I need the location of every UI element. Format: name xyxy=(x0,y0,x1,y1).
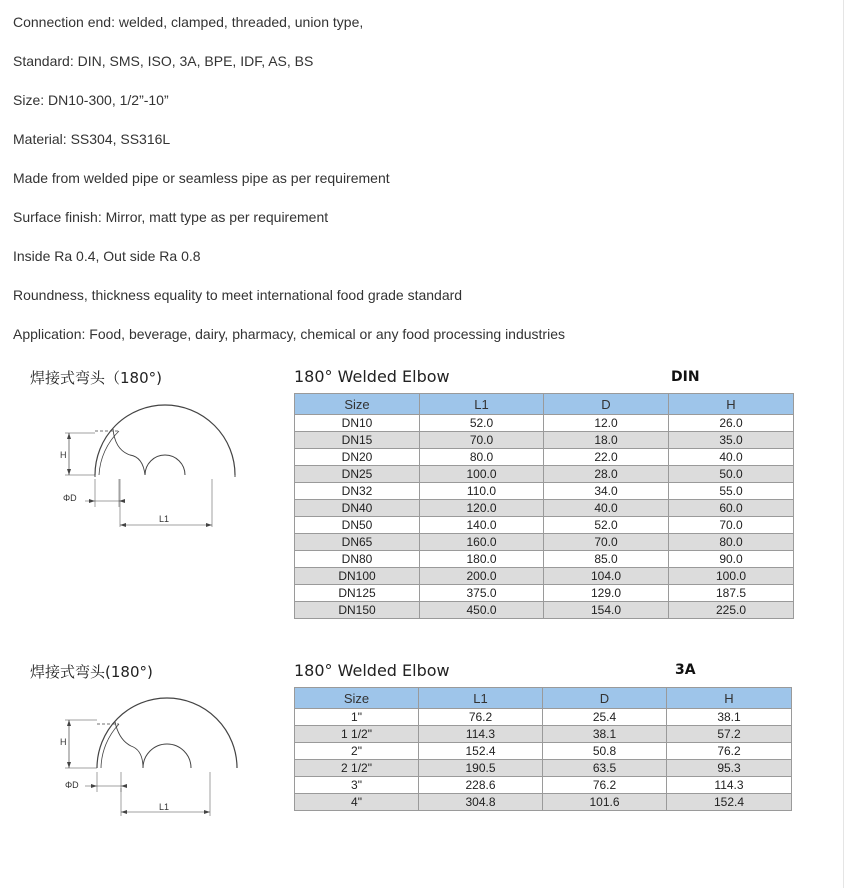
cell-h: 225.0 xyxy=(669,602,794,619)
spec-size: Size: DN10-300, 1/2”-10” xyxy=(13,92,169,108)
table-header-row xyxy=(295,394,794,415)
table-row xyxy=(295,760,792,777)
cell-h: 95.3 xyxy=(667,760,792,777)
table-row xyxy=(295,517,794,534)
cell-h: 80.0 xyxy=(669,534,794,551)
threea-h-label: H xyxy=(60,737,67,747)
table-row xyxy=(295,726,792,743)
spec-standard: Standard: DIN, SMS, ISO, 3A, BPE, IDF, AS, BS xyxy=(13,53,314,69)
table-row xyxy=(295,432,794,449)
table-row xyxy=(295,709,792,726)
cell-size: DN20 xyxy=(295,449,420,466)
table-row xyxy=(295,483,794,500)
cell-d: 34.0 xyxy=(544,483,669,500)
header-h: H xyxy=(667,688,792,709)
cell-l1: 52.0 xyxy=(420,415,544,432)
cell-size: DN10 xyxy=(295,415,420,432)
table-row xyxy=(295,585,794,602)
table-row xyxy=(295,777,792,794)
cell-size: DN25 xyxy=(295,466,420,483)
cell-l1: 228.6 xyxy=(419,777,543,794)
din-d-label: ΦD xyxy=(63,493,77,503)
table-row xyxy=(295,415,794,432)
spec-material: Material: SS304, SS316L xyxy=(13,131,171,147)
threea-l1-label: L1 xyxy=(159,802,170,812)
cell-size: 2 1/2" xyxy=(295,760,419,777)
cell-size: 3" xyxy=(295,777,419,794)
cell-l1: 450.0 xyxy=(420,602,544,619)
cell-size: DN32 xyxy=(295,483,420,500)
table-row xyxy=(295,551,794,568)
cell-d: 52.0 xyxy=(544,517,669,534)
cell-l1: 70.0 xyxy=(420,432,544,449)
cell-h: 70.0 xyxy=(669,517,794,534)
table-row xyxy=(295,743,792,760)
cell-size: DN65 xyxy=(295,534,420,551)
cell-l1: 200.0 xyxy=(420,568,544,585)
cell-h: 57.2 xyxy=(667,726,792,743)
cell-d: 85.0 xyxy=(544,551,669,568)
cell-size: 4" xyxy=(295,794,419,811)
threea-standard-label: 3A xyxy=(675,662,696,678)
cell-l1: 114.3 xyxy=(419,726,543,743)
cell-l1: 160.0 xyxy=(420,534,544,551)
cell-size: DN150 xyxy=(295,602,420,619)
din-elbow-drawing xyxy=(55,395,245,535)
header-d: D xyxy=(543,688,667,709)
spec-surface-finish: Surface finish: Mirror, matt type as per requirement xyxy=(13,209,329,225)
cell-h: 35.0 xyxy=(669,432,794,449)
cell-h: 90.0 xyxy=(669,551,794,568)
cell-h: 26.0 xyxy=(669,415,794,432)
cell-l1: 180.0 xyxy=(420,551,544,568)
header-size: Size xyxy=(295,394,420,415)
cell-size: DN40 xyxy=(295,500,420,517)
cell-h: 114.3 xyxy=(667,777,792,794)
din-table-title: 180° Welded Elbow xyxy=(294,367,450,386)
header-h: H xyxy=(669,394,794,415)
cell-d: 28.0 xyxy=(544,466,669,483)
cell-d: 129.0 xyxy=(544,585,669,602)
cell-h: 187.5 xyxy=(669,585,794,602)
page-edge-rule xyxy=(843,0,844,888)
din-cn-title: 焊接式弯头（180°) xyxy=(30,369,162,387)
cell-l1: 80.0 xyxy=(420,449,544,466)
cell-l1: 190.5 xyxy=(419,760,543,777)
cell-size: 2" xyxy=(295,743,419,760)
spec-roughness: Inside Ra 0.4, Out side Ra 0.8 xyxy=(13,248,201,264)
cell-d: 12.0 xyxy=(544,415,669,432)
cell-d: 22.0 xyxy=(544,449,669,466)
din-h-label: H xyxy=(60,450,67,460)
cell-size: DN50 xyxy=(295,517,420,534)
threea-d-label: ΦD xyxy=(65,780,79,790)
cell-h: 152.4 xyxy=(667,794,792,811)
din-standard-label: DIN xyxy=(671,369,700,385)
cell-h: 50.0 xyxy=(669,466,794,483)
table-row xyxy=(295,534,794,551)
cell-h: 76.2 xyxy=(667,743,792,760)
threea-table-title: 180° Welded Elbow xyxy=(294,661,450,680)
header-l1: L1 xyxy=(419,688,543,709)
table-row xyxy=(295,794,792,811)
cell-l1: 120.0 xyxy=(420,500,544,517)
cell-d: 50.8 xyxy=(543,743,667,760)
cell-l1: 152.4 xyxy=(419,743,543,760)
cell-h: 40.0 xyxy=(669,449,794,466)
header-size: Size xyxy=(295,688,419,709)
spec-roundness: Roundness, thickness equality to meet international food grade standard xyxy=(13,287,463,303)
cell-h: 55.0 xyxy=(669,483,794,500)
table-row xyxy=(295,466,794,483)
threea-elbow-drawing xyxy=(55,688,245,823)
cell-size: DN100 xyxy=(295,568,420,585)
cell-d: 101.6 xyxy=(543,794,667,811)
threea-cn-title: 焊接式弯头(180°) xyxy=(30,663,153,681)
table-row xyxy=(295,568,794,585)
threea-dimension-table xyxy=(294,687,792,811)
table-row xyxy=(295,602,794,619)
cell-l1: 76.2 xyxy=(419,709,543,726)
header-d: D xyxy=(544,394,669,415)
cell-size: 1 1/2" xyxy=(295,726,419,743)
spec-application: Application: Food, beverage, dairy, pharmacy, chemical or any food processing industries xyxy=(13,326,565,342)
cell-d: 63.5 xyxy=(543,760,667,777)
cell-d: 70.0 xyxy=(544,534,669,551)
cell-h: 100.0 xyxy=(669,568,794,585)
cell-d: 154.0 xyxy=(544,602,669,619)
din-l1-label: L1 xyxy=(159,514,170,524)
cell-size: DN125 xyxy=(295,585,420,602)
cell-size: 1" xyxy=(295,709,419,726)
cell-size: DN80 xyxy=(295,551,420,568)
cell-l1: 110.0 xyxy=(420,483,544,500)
cell-d: 76.2 xyxy=(543,777,667,794)
table-row xyxy=(295,500,794,517)
cell-h: 60.0 xyxy=(669,500,794,517)
cell-l1: 140.0 xyxy=(420,517,544,534)
cell-l1: 375.0 xyxy=(420,585,544,602)
cell-h: 38.1 xyxy=(667,709,792,726)
cell-d: 38.1 xyxy=(543,726,667,743)
cell-d: 40.0 xyxy=(544,500,669,517)
cell-size: DN15 xyxy=(295,432,420,449)
table-header-row xyxy=(295,688,792,709)
cell-d: 104.0 xyxy=(544,568,669,585)
spec-connection-end: Connection end: welded, clamped, threaded, union type, xyxy=(13,14,364,30)
spec-pipe-type: Made from welded pipe or seamless pipe as per requirement xyxy=(13,170,390,186)
cell-d: 25.4 xyxy=(543,709,667,726)
cell-d: 18.0 xyxy=(544,432,669,449)
header-l1: L1 xyxy=(420,394,544,415)
cell-l1: 304.8 xyxy=(419,794,543,811)
table-row xyxy=(295,449,794,466)
din-dimension-table xyxy=(294,393,794,619)
cell-l1: 100.0 xyxy=(420,466,544,483)
